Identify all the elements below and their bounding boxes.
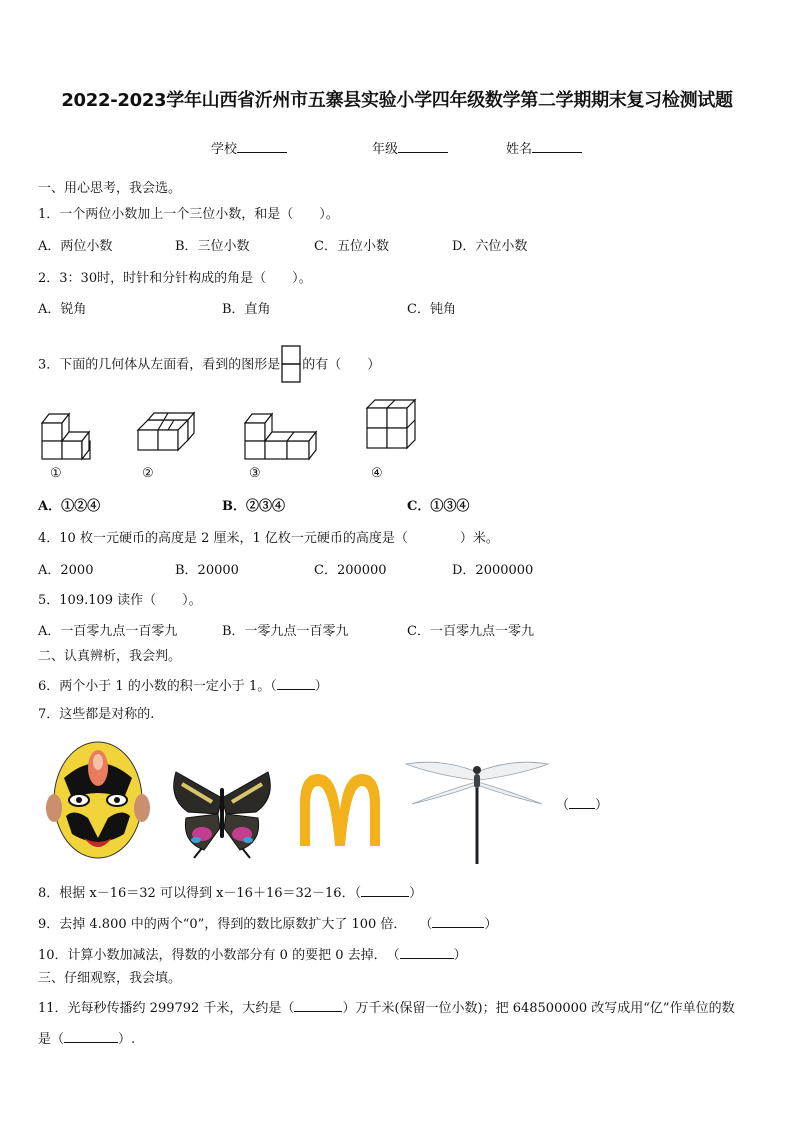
- question-11-line-2: [38, 1029, 135, 1049]
- q4-option-c[interactable]: C．200000: [314, 563, 387, 578]
- q2-option-a[interactable]: A．锐角: [38, 302, 87, 317]
- q8-answer-blank[interactable]: [361, 883, 409, 897]
- grade-label: 年级: [372, 142, 399, 157]
- question-8: [38, 883, 422, 903]
- question-4: 4．10 枚一元硬币的高度是 2 厘米，1 亿枚一元硬币的高度是（ ）米。: [38, 531, 499, 546]
- question-6: [38, 676, 328, 696]
- q3-option-c-text: C．①③④: [407, 499, 470, 514]
- page-title: 2022-2023学年山西省沂州市五寨县实验小学四年级数学第二学期期末复习检测试题: [61, 90, 733, 111]
- q1-option-c[interactable]: C．五位小数: [314, 239, 389, 254]
- section-1-heading: 一、用心思考，我会选。: [38, 181, 182, 196]
- q3-option-a-text: A．①②④: [38, 499, 101, 514]
- grade-field[interactable]: [372, 138, 448, 157]
- q3-option-b[interactable]: [222, 498, 285, 516]
- opera-mask-image: [44, 738, 152, 866]
- q7-answer-field[interactable]: [556, 795, 608, 815]
- question-9: [38, 914, 497, 934]
- q4-option-b[interactable]: B．20000: [175, 563, 239, 578]
- question-5: 5．109.109 读作（ ）。: [38, 593, 202, 608]
- q11-text: 11．光每秒传播约 299792 千米，大约是（: [38, 1001, 295, 1016]
- question-7: 7．这些都是对称的.: [38, 707, 155, 722]
- q7-close-paren: ）: [595, 798, 609, 813]
- q9-answer-blank[interactable]: [432, 914, 484, 928]
- q9-text: 9．去掉 4.800 中的两个“0”，得到的数比原数扩大了 100 倍． （: [38, 917, 433, 932]
- q6-answer-blank[interactable]: [277, 676, 315, 690]
- cube-figure-4: [365, 398, 419, 454]
- figure-label-1: ①: [50, 466, 62, 481]
- q2-option-b[interactable]: B．直角: [222, 302, 271, 317]
- question-10: [38, 945, 467, 965]
- question-2: 2．3：30时，时针和分针构成的角是（ ）。: [38, 271, 312, 286]
- figure-label-2: ②: [142, 466, 154, 481]
- q11-answer-blank-1[interactable]: [294, 998, 342, 1012]
- q11-line2-text: 是（: [38, 1032, 65, 1047]
- q1-option-a[interactable]: A．两位小数: [38, 239, 113, 254]
- q3-option-a[interactable]: [38, 498, 100, 516]
- figure-label-4: ④: [371, 466, 383, 481]
- q10-close-paren: ）: [453, 948, 467, 963]
- section-2-heading: 二、认真辨析，我会判。: [38, 649, 182, 664]
- question-3: [38, 347, 380, 383]
- q11-mid-text: ）万千米(保留一位小数)；把 648500000 改写成用“亿”作单位的数: [342, 1001, 735, 1016]
- q9-close-paren: ）: [484, 917, 498, 932]
- butterfly-image: [168, 768, 276, 860]
- q5-option-c[interactable]: C．一百零九点一零九: [407, 624, 534, 639]
- q8-text: 8．根据 x－16＝32 可以得到 x－16＋16＝32－16．（: [38, 886, 362, 901]
- figure-label-3: ③: [249, 466, 261, 481]
- q7-open-paren: （: [556, 798, 570, 813]
- name-field[interactable]: [506, 138, 582, 157]
- question-11-line-1: [38, 998, 735, 1018]
- q5-option-b[interactable]: B．一零九点一百零九: [222, 624, 349, 639]
- school-label: 学校: [211, 142, 238, 157]
- q4-option-a[interactable]: A．2000: [38, 563, 94, 578]
- q10-answer-blank[interactable]: [400, 945, 454, 959]
- q1-option-d[interactable]: D．六位小数: [452, 239, 528, 254]
- q3-option-c[interactable]: [407, 498, 469, 516]
- q3-target-shape-icon: [280, 345, 302, 381]
- golden-arches-logo: [296, 770, 384, 848]
- q4-option-d[interactable]: D．2000000: [452, 563, 534, 578]
- q1-option-b[interactable]: B．三位小数: [175, 239, 250, 254]
- q6-text: 6．两个小于 1 的小数的积一定小于 1。（: [38, 679, 277, 694]
- q11-answer-blank-2[interactable]: [64, 1029, 118, 1043]
- q11-close-paren: ）.: [118, 1032, 136, 1047]
- q6-close-paren: ）: [314, 679, 328, 694]
- cube-figure-2: [136, 410, 198, 454]
- name-label: 姓名: [506, 142, 533, 157]
- q3-text-before: 3．下面的几何体从左面看，看到的图形是: [38, 357, 281, 373]
- q3-text-after: 的有（ ）: [302, 357, 381, 373]
- school-field[interactable]: [211, 138, 287, 157]
- cube-figure-3: [243, 405, 321, 463]
- section-3-heading: 三、仔细观察，我会填。: [38, 971, 182, 986]
- dragonfly-image: [402, 752, 552, 866]
- q5-option-a[interactable]: A．一百零九点一百零九: [38, 624, 178, 639]
- question-1: 1．一个两位小数加上一个三位小数，和是（ ）。: [38, 207, 339, 222]
- q3-option-b-text: B．②③④: [222, 499, 285, 514]
- q2-option-c[interactable]: C．钝角: [407, 302, 456, 317]
- cube-figure-1: [40, 405, 100, 463]
- q7-answer-blank[interactable]: [569, 795, 595, 809]
- q8-close-paren: ）: [409, 886, 423, 901]
- q10-text: 10．计算小数加减法，得数的小数部分有 0 的要把 0 去掉． （: [38, 948, 400, 963]
- student-info-fields: [0, 138, 794, 158]
